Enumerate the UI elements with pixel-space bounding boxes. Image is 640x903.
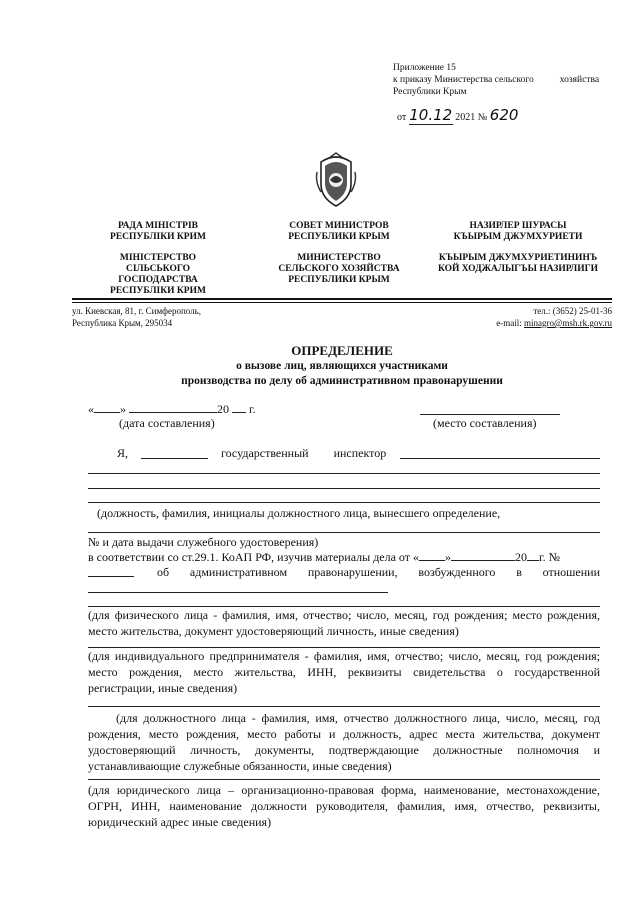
- official-caption: (должность, фамилия, инициалы должностного лица, вынесшего определение,: [97, 506, 501, 520]
- handwritten-date: 10.12: [409, 106, 453, 124]
- blank-line: [141, 458, 208, 459]
- appendix-line1: Приложение 15: [393, 63, 456, 73]
- blank-line: [88, 576, 134, 577]
- blank-line: [400, 458, 600, 459]
- header-col3: НАЗИРЛЕР ШУРАСЫ КЪЫРЫМ ДЖУМХУРИЕТИ КЪЫРЫМ ДЖУМХУРИЕТИНИНЪ КОЙ ХОДЖАЛЫГЪЫ НАЗИРЛИГИ: [438, 221, 599, 274]
- blank-line: [88, 779, 600, 780]
- header-rule-thin: [72, 302, 612, 303]
- appendix-block: [393, 62, 599, 98]
- email-link[interactable]: minagro@msh.rk.gov.ru: [524, 318, 612, 328]
- blank-line: [88, 592, 388, 593]
- legal-caption: (для юридического лица – организационно-правовая форма, наименование, местонахождение, ОГРН, ИНН, наименование должности руководителя, фамилия, имя, отчество, реквизиты, юридический адрес иные сведения): [88, 783, 600, 829]
- blank-line: [88, 706, 600, 707]
- blank-line: [88, 502, 600, 503]
- accordance-line: в соответствии со ст.29.1. КоАП РФ, изучив материалы дела от « » 20 г. №: [88, 550, 561, 564]
- document-title: ОПРЕДЕЛЕНИЕ о вызове лиц, являющихся участниками производства по делу об административном правонарушении: [181, 343, 503, 387]
- date-field: « » 20 г.: [88, 402, 256, 416]
- entrepreneur-caption: (для индивидуального предпринимателя - фамилия, имя, отчество; число, месяц, год рождения; место рождения, место жительства, ИНН, реквизиты свидетельства о государственной регистрации, иные сведения): [88, 649, 600, 695]
- ya-label: Я,: [117, 446, 129, 460]
- coat-of-arms-emblem: [313, 152, 359, 208]
- appendix-line2: к приказу Министерства сельского хозяйства: [393, 75, 600, 85]
- header-col1: РАДА МІНІСТРІВ РЕСПУБЛІКИ КРИМ МІНІСТЕРСТВО СІЛЬСЬКОГО ГОСПОДАРСТВА РЕСПУБЛІКИ КРИМ: [110, 221, 206, 296]
- place-caption: (место составления): [433, 416, 537, 430]
- case-text: об административном правонарушении, возбужденного в отношении: [157, 565, 600, 579]
- header-contacts: тел.: (3652) 25-01-36 e-mail: minagro@msh.rk.gov.ru: [496, 306, 612, 328]
- inspector-label: государственный инспектор: [221, 446, 387, 460]
- blank-line: [88, 488, 600, 489]
- place-line: [420, 414, 560, 415]
- handwritten-number: 620: [489, 106, 519, 124]
- blank-line: [88, 532, 600, 533]
- header-rule: [72, 298, 612, 300]
- date-caption: (дата составления): [119, 416, 215, 430]
- header-col2: СОВЕТ МИНИСТРОВ РЕСПУБЛИКИ КРЫМ МИНИСТЕРСТВО СЕЛЬСКОГО ХОЗЯЙСТВА РЕСПУБЛИКИ КРЫМ: [278, 221, 400, 285]
- appendix-line3: Республики Крым: [393, 87, 467, 97]
- blank-line: [88, 473, 600, 474]
- appendix-date: от 10.12 2021 № 620: [397, 106, 519, 124]
- physical-caption: (для физического лица - фамилия, имя, отчество; число, месяц, год рождения; место рождения, место жительства, документ удостоверяющий личность, иные сведения): [88, 608, 600, 638]
- official-person-caption: (для должностного лица - фамилия, имя, отчество должностного лица, число, месяц, год рождения, место рождения, место работы и должность, адрес места жительства, документ удостоверяющий личность, документы, подтверждающие должностные полномочия и устанавливающие служебные обязанности, иные сведения): [88, 711, 600, 773]
- cert-caption: № и дата выдачи служебного удостоверения): [88, 535, 319, 549]
- header-address: ул. Киевская, 81, г. Симферополь, Республика Крым, 295034: [72, 306, 202, 328]
